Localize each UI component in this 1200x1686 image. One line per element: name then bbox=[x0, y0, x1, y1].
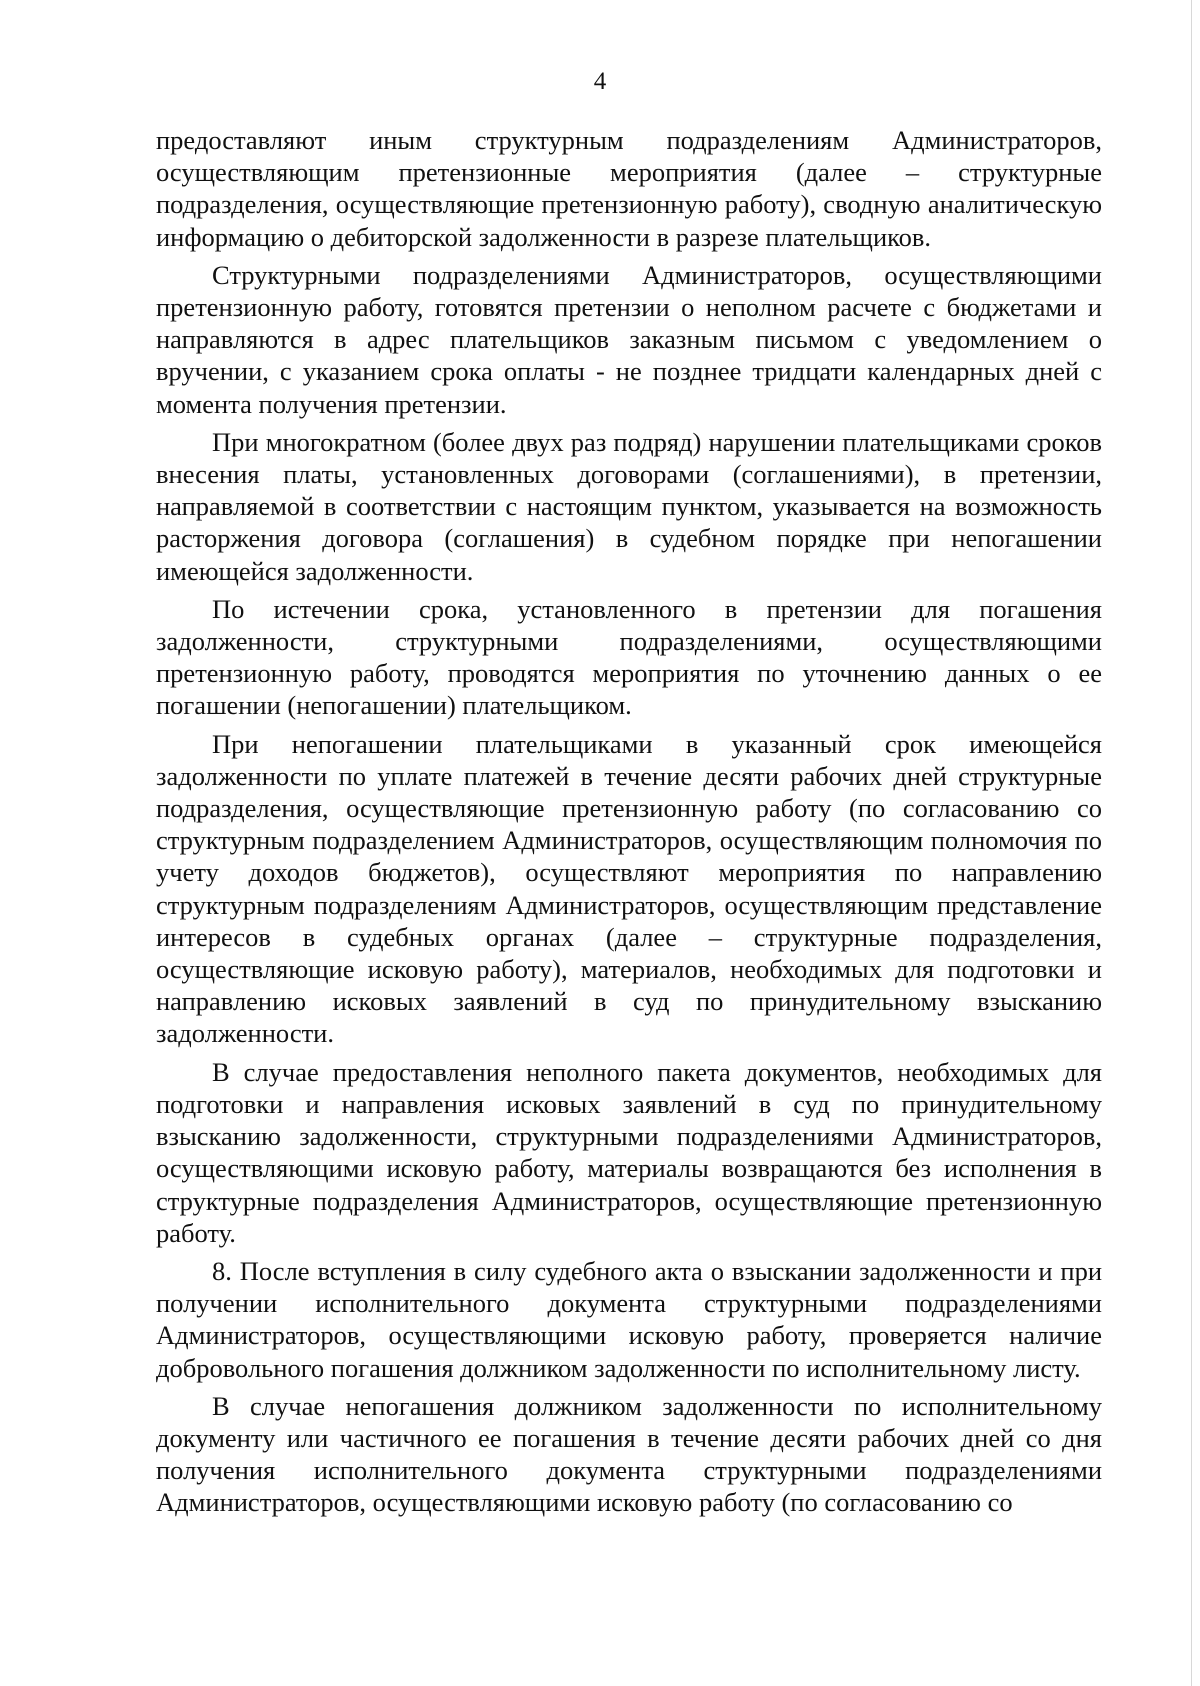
paragraph-3: При многократном (более двух раз подряд) нарушении плательщиками сроков внесения платы, установленных договорами (соглашениями), в претензии, направляемой в соответствии с настоящим пунктом, указывается на возможность расторжения договора (соглашения) в судебном порядке при непогашении имеющейся задолженности. bbox=[156, 426, 1102, 586]
paragraph-7: 8. После вступления в силу судебного акта о взыскании задолженности и при получении исполнительного документа структурными подразделениями Администраторов, осуществляющими исковую работу, проверяется наличие добровольного погашения должником задолженности по исполнительному листу. bbox=[156, 1255, 1102, 1383]
page-number: 4 bbox=[593, 68, 607, 95]
paragraph-6: В случае предоставления неполного пакета документов, необходимых для подготовки и направления исковых заявлений в суд по принудительному взысканию задолженности, структурными подразделениями Администраторов, осуществляющими исковую работу, материалы возвращаются без исполнения в структурные подразделения Администраторов, осуществляющие претензионную работу. bbox=[156, 1056, 1102, 1248]
scan-edge-line bbox=[1191, 0, 1192, 1686]
paragraph-5: При непогашении плательщиками в указанный срок имеющейся задолженности по уплате платежей в течение десяти рабочих дней структурные подразделения, осуществляющие претензионную работу (по согласованию со структурным подразделением Администраторов, осуществляющим полномочия по учету доходов бюджетов), осуществляют мероприятия по направлению структурным подразделениям Администраторов, осуществляющим представление интересов в судебных органах (далее – структурные подразделения, осуществляющие исковую работу), материалов, необходимых для подготовки и направлению исковых заявлений в суд по принудительному взысканию задолженности. bbox=[156, 728, 1102, 1049]
paragraph-1: предоставляют иным структурным подразделениям Администраторов, осуществляющим претензионные мероприятия (далее – структурные подразделения, осуществляющие претензионную работу), сводную аналитическую информацию о дебиторской задолженности в разрезе плательщиков. bbox=[156, 125, 1102, 252]
paragraph-4: По истечении срока, установленного в претензии для погашения задолженности, структурными подразделениями, осуществляющими претензионную работу, проводятся мероприятия по уточнению данных о ее погашении (непогашении) плательщиком. bbox=[156, 593, 1102, 721]
document-body bbox=[156, 124, 1102, 1519]
paragraph-8: В случае непогашения должником задолженности по исполнительному документу или частичного ее погашения в течение десяти рабочих дней со дня получения исполнительного документа структурными подразделениями Администраторов, осуществляющими исковую работу (по согласованию со bbox=[156, 1390, 1102, 1518]
paragraph-2: Структурными подразделениями Администраторов, осуществляющими претензионную работу, готовятся претензии о неполном расчете с бюджетами и направляются в адрес плательщиков заказным письмом с уведомлением о вручении, с указанием срока оплаты - не позднее тридцати календарных дней с момента получения претензии. bbox=[156, 259, 1102, 419]
